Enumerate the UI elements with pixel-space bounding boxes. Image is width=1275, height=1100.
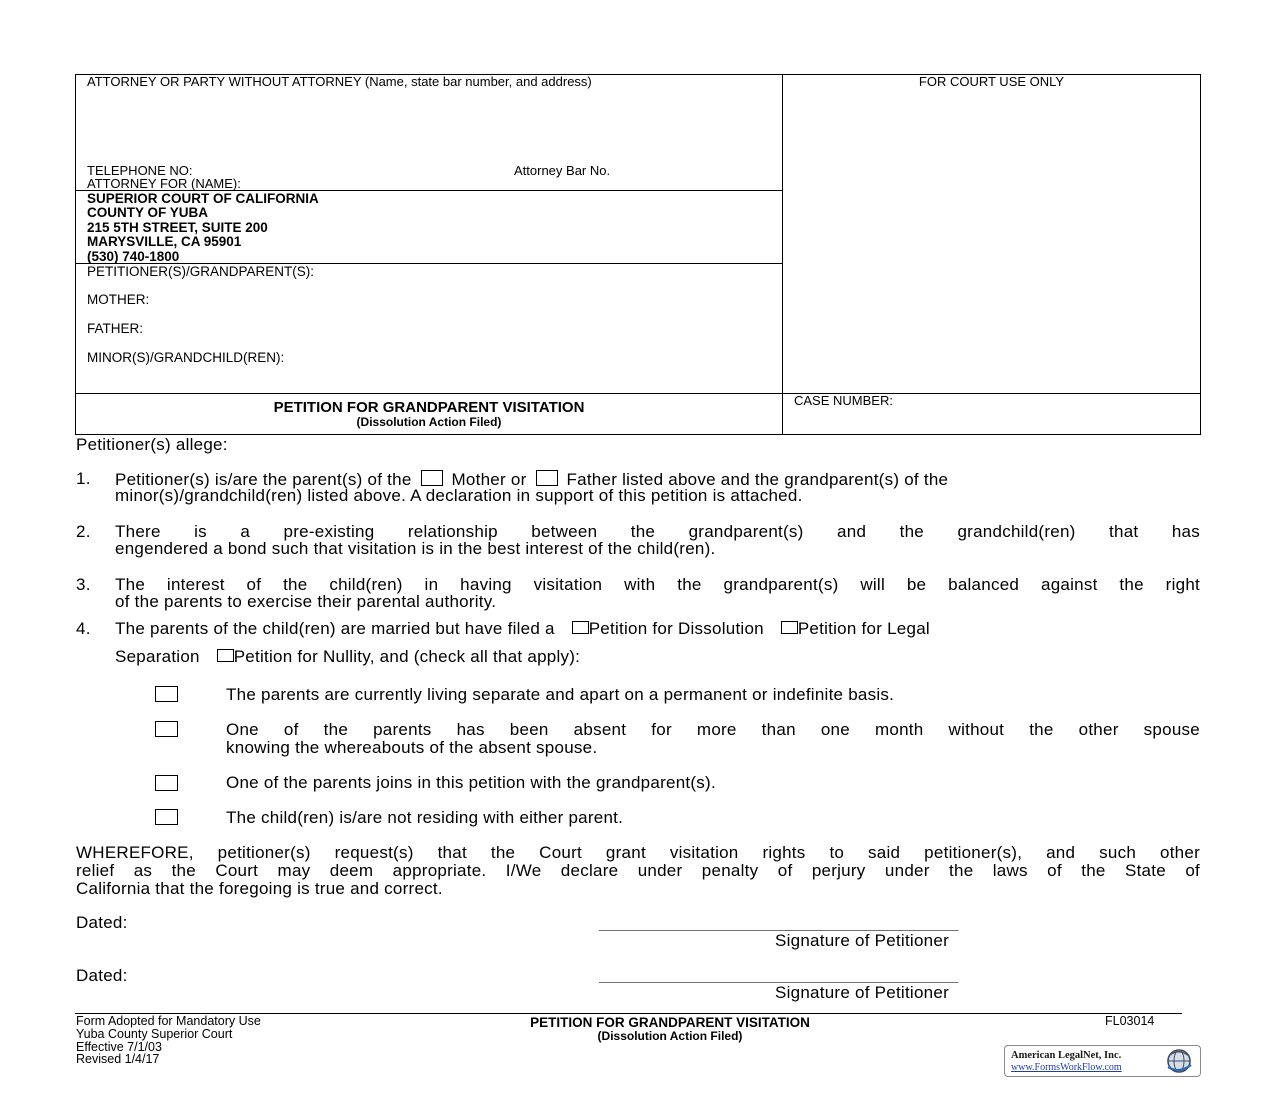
check-2-line-2: knowing the whereabouts of the absent spouse. xyxy=(226,738,598,757)
globe-icon xyxy=(1164,1047,1194,1075)
footer-line: Revised 1/4/17 xyxy=(76,1052,160,1067)
minor-label: MINOR(S)/GRANDCHILD(REN): xyxy=(87,350,285,365)
dated-label: Dated: xyxy=(76,966,128,985)
item-4-text-a: The parents of the child(ren) are married but have filed a xyxy=(115,619,555,638)
footer-title: PETITION FOR GRANDPARENT VISITATION xyxy=(530,1015,810,1030)
court-address xyxy=(87,192,319,264)
form-title: PETITION FOR GRANDPARENT VISITATION xyxy=(273,399,585,416)
wherefore-line-1: WHEREFORE, petitioner(s) request(s) that the Court grant visitation rights to said petitioner(s), and such other xyxy=(76,843,1200,862)
court-line: SUPERIOR COURT OF CALIFORNIA xyxy=(87,191,319,206)
item-number: 3. xyxy=(76,575,91,594)
case-number-label: CASE NUMBER: xyxy=(794,393,893,408)
court-line: MARYSVILLE, CA 95901 xyxy=(87,234,242,250)
footer-subtitle: (Dissolution Action Filed) xyxy=(597,1029,743,1043)
signature-line[interactable]: ______________________________________ xyxy=(599,966,959,983)
item-3-line-2: of the parents to exercise their parental authority. xyxy=(115,592,497,611)
item-1-text-b: Mother or xyxy=(451,470,527,489)
wherefore-line-3: California that the foregoing is true and correct. xyxy=(76,879,443,898)
allege-heading: Petitioner(s) allege: xyxy=(76,435,228,454)
item-4-text-d: Separation xyxy=(115,647,200,666)
item-4-text-c: Petition for Legal xyxy=(797,619,930,638)
item-number: 4. xyxy=(76,619,91,638)
signature-line[interactable]: ______________________________________ xyxy=(599,914,959,931)
item-1-line-2: minor(s)/grandchild(ren) listed above. A declaration in support of this petition is attached. xyxy=(115,486,803,505)
check-1-text: The parents are currently living separate and apart on a permanent or indefinite basis. xyxy=(226,685,895,704)
attorney-header: ATTORNEY OR PARTY WITHOUT ATTORNEY (Name, state bar number, and address) xyxy=(87,74,592,89)
footer-line: Form Adopted for Mandatory Use xyxy=(76,1014,261,1028)
court-line: COUNTY OF YUBA xyxy=(87,205,209,221)
check-4-text: The child(ren) is/are not residing with either parent. xyxy=(226,808,624,827)
petitioner-label: PETITIONER(S)/GRANDPARENT(S): xyxy=(87,264,315,279)
mother-label: MOTHER: xyxy=(87,292,150,307)
item-4-text-e: Petition for Nullity, and (check all that apply): xyxy=(233,647,581,666)
not-residing-checkbox[interactable] xyxy=(155,809,178,825)
dated-label: Dated: xyxy=(76,913,128,932)
telephone-label: TELEPHONE NO: xyxy=(87,163,193,178)
item-1-text-c: Father listed above and the grandparent(s) of the xyxy=(566,470,949,489)
item-1-text-a: Petitioner(s) is/are the parent(s) of the xyxy=(115,470,412,489)
legal-separation-checkbox[interactable] xyxy=(781,621,798,634)
form-subtitle: (Dissolution Action Filed) xyxy=(356,415,502,429)
court-use-label: FOR COURT USE ONLY xyxy=(918,74,1065,89)
nullity-checkbox[interactable] xyxy=(217,649,234,662)
check-3-text: One of the parents joins in this petition with the grandparent(s). xyxy=(226,773,716,792)
attorney-for-label: ATTORNEY FOR (NAME): xyxy=(87,176,241,191)
item-2-line-2: engendered a bond such that visitation is in the best interest of the child(ren). xyxy=(115,539,716,558)
logo-company: American LegalNet, Inc. xyxy=(1011,1050,1122,1061)
item-2-line-1: There is a pre-existing relationship between the grandparent(s) and the grandchild(ren) that has xyxy=(115,522,1200,541)
item-3-line-1: The interest of the child(ren) in having visitation with the grandparent(s) will be balanced against the right xyxy=(115,575,1200,594)
bar-number-label: Attorney Bar No. xyxy=(514,163,611,178)
father-checkbox[interactable] xyxy=(536,470,558,486)
court-line: (530) 740-1800 xyxy=(87,248,180,264)
dissolution-checkbox[interactable] xyxy=(572,621,589,634)
signature-label: Signature of Petitioner xyxy=(775,983,949,1002)
parent-absent-checkbox[interactable] xyxy=(155,721,178,737)
item-4-line-1 xyxy=(115,620,930,637)
footer-line: Effective 7/1/03 xyxy=(76,1039,162,1054)
parent-joins-checkbox[interactable] xyxy=(155,775,178,791)
check-2-line-1: One of the parents has been absent for more than one month without the other spouse xyxy=(226,720,1200,739)
item-number: 2. xyxy=(76,522,91,541)
item-4-line-2 xyxy=(115,648,580,665)
legalnet-logo[interactable] xyxy=(1004,1045,1201,1077)
father-label: FATHER: xyxy=(87,321,144,336)
footer-left xyxy=(76,1015,261,1066)
item-number: 1. xyxy=(76,469,91,488)
footer-line: Yuba County Superior Court xyxy=(76,1026,233,1041)
wherefore-line-2: relief as the Court may deem appropriate. I/We declare under penalty of perjury under the laws of the State of xyxy=(76,861,1200,880)
logo-url[interactable]: www.FormsWorkFlow.com xyxy=(1011,1062,1122,1073)
mother-checkbox[interactable] xyxy=(421,470,443,486)
item-4-text-b: Petition for Dissolution xyxy=(588,619,764,638)
living-separate-checkbox[interactable] xyxy=(155,686,178,702)
signature-label: Signature of Petitioner xyxy=(775,931,949,950)
form-id: FL03014 xyxy=(1105,1014,1155,1028)
court-line: 215 5TH STREET, SUITE 200 xyxy=(87,219,268,235)
